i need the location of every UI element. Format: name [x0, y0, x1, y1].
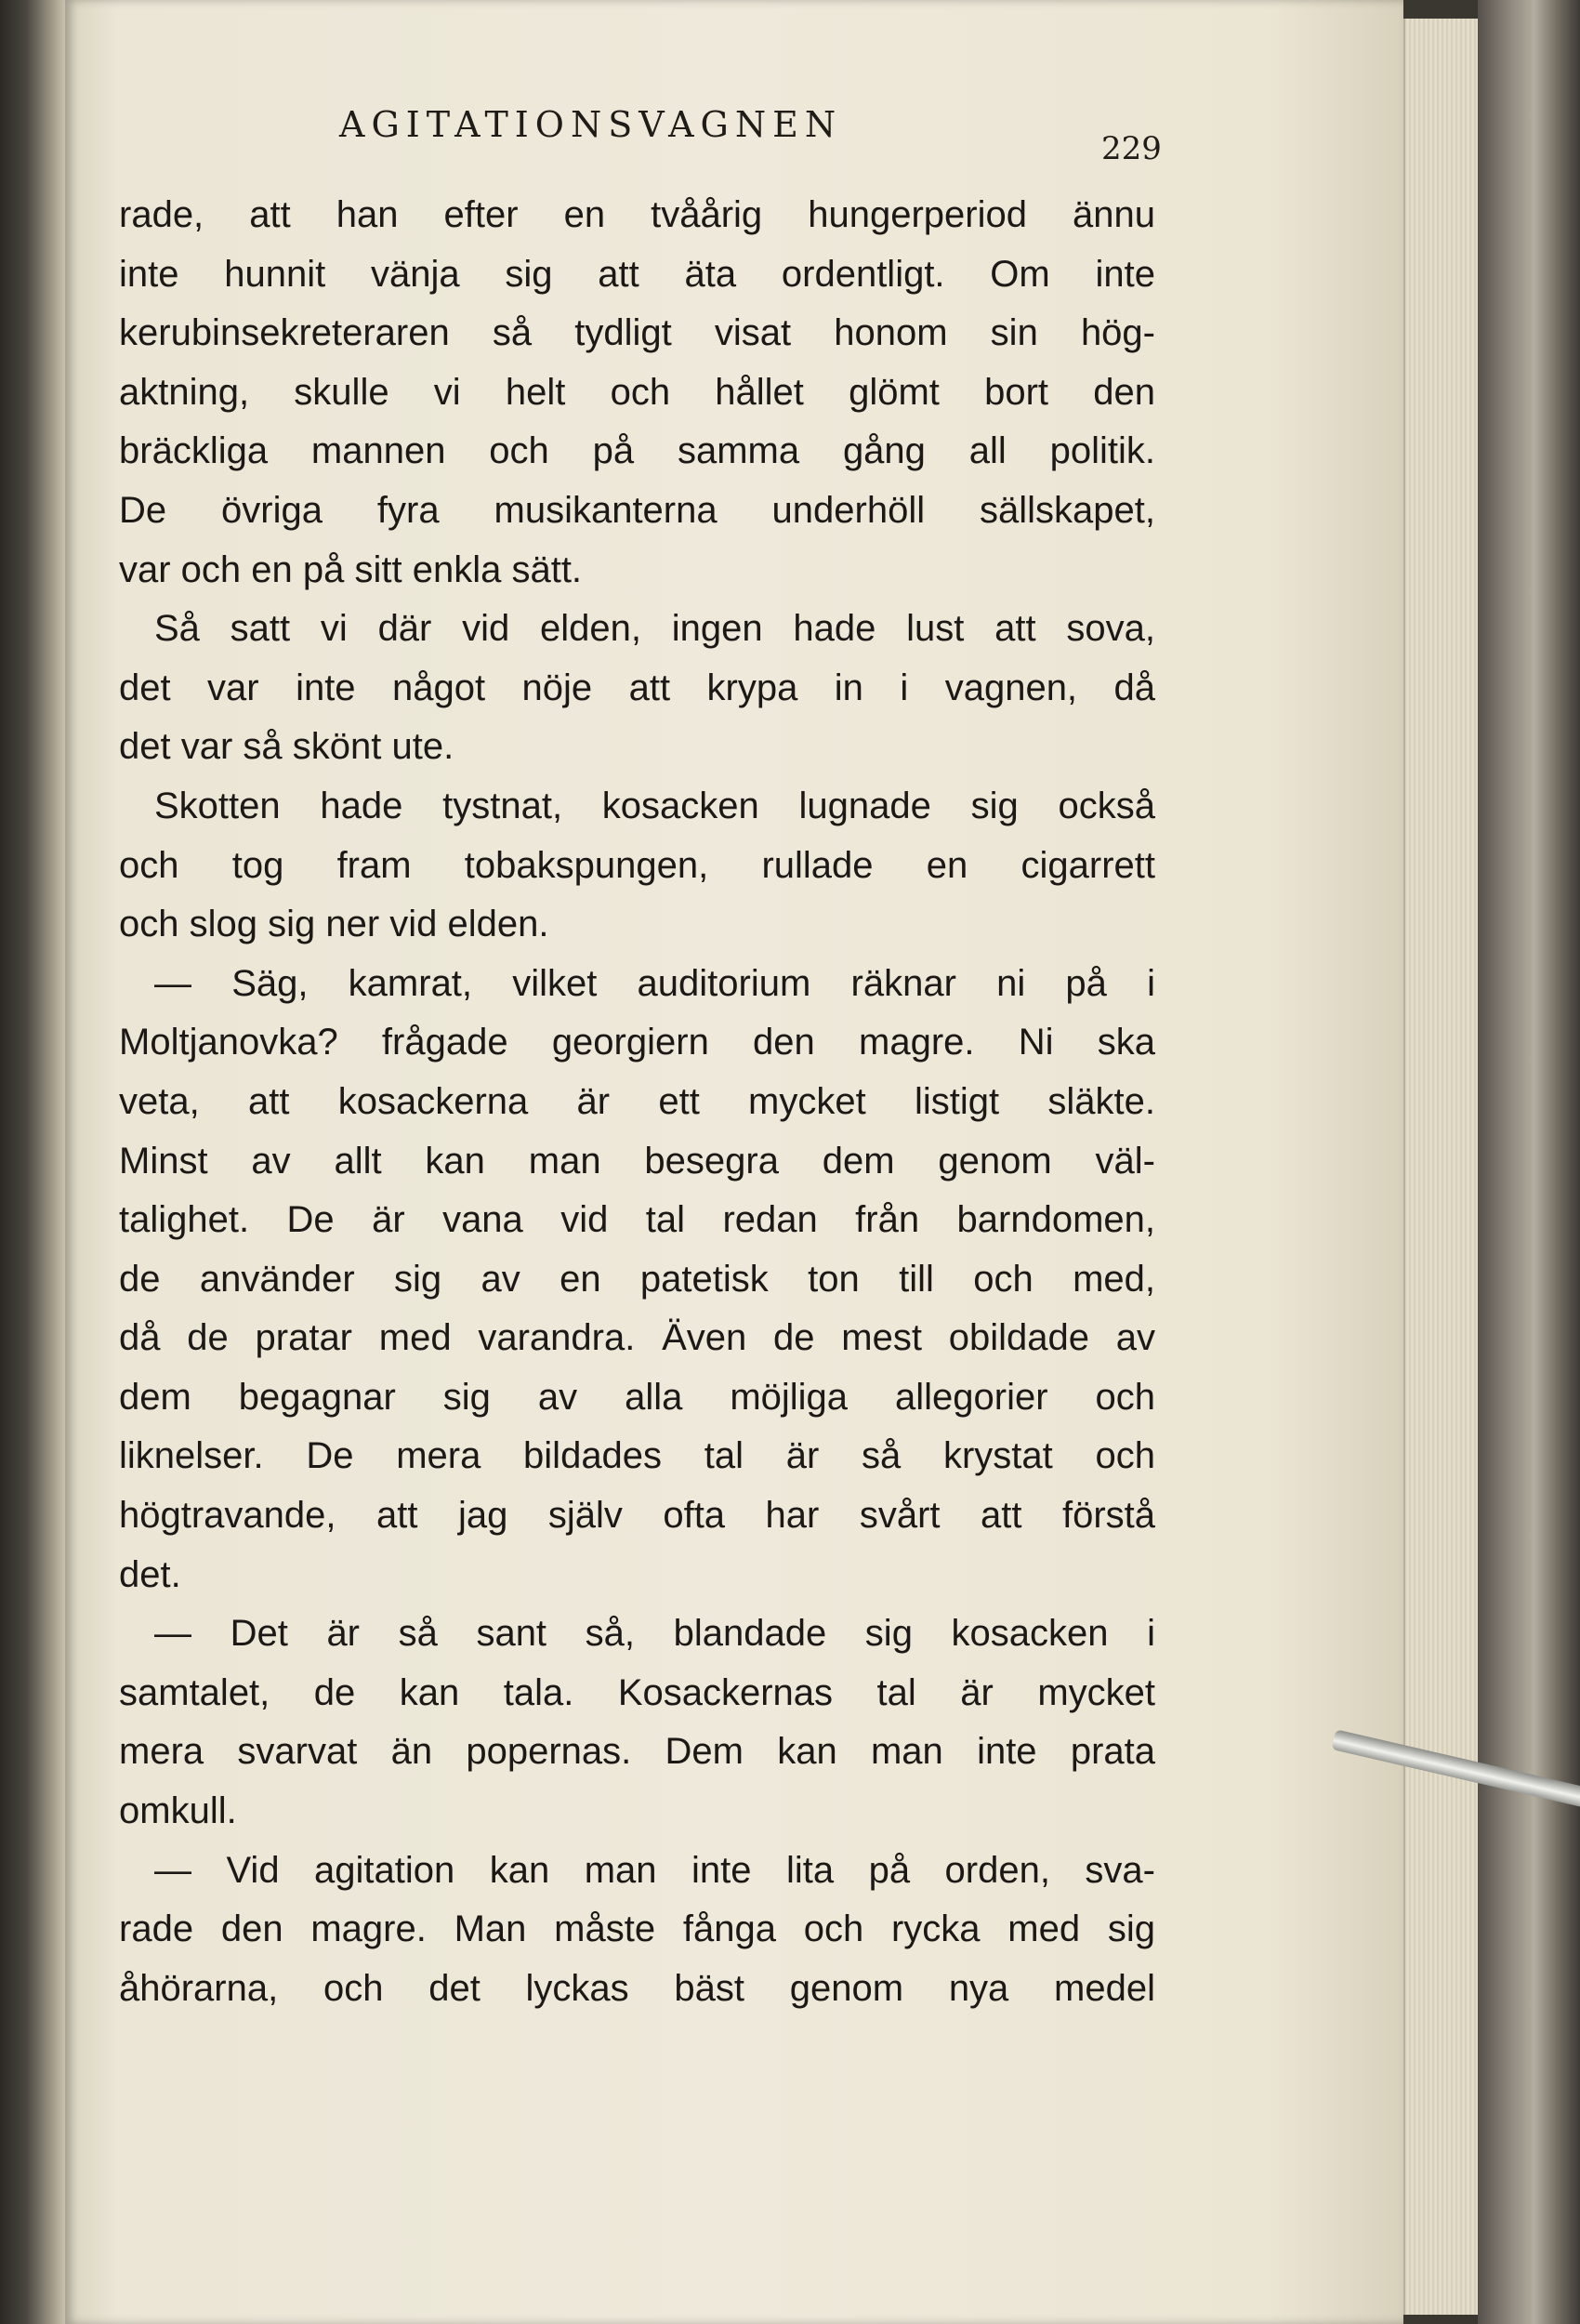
text-line: veta, att kosackerna är ett mycket listigt släkte.: [119, 1080, 1155, 1122]
text-line: — Vid agitation kan man inte lita på orden, sva-: [154, 1849, 1155, 1891]
text-line: inte hunnit vänja sig att äta ordentligt. Om inte: [119, 253, 1155, 295]
text-line: Minst av allt kan man besegra dem genom väl-: [119, 1140, 1155, 1182]
book-cover-edge: [1478, 0, 1580, 2324]
text-line: De övriga fyra musikanterna underhöll sällskapet,: [119, 489, 1155, 531]
text-line: dem begagnar sig av alla möjliga allegorier och: [119, 1376, 1155, 1418]
text-line: samtalet, de kan tala. Kosackernas tal är mycket: [119, 1671, 1155, 1713]
text-line: och slog sig ner vid elden.: [119, 904, 549, 945]
text-line: — Säg, kamrat, vilket auditorium räknar ni på i: [154, 962, 1155, 1004]
text-line: omkull.: [119, 1790, 237, 1832]
text-line: mera svarvat än popernas. Dem kan man inte prata: [119, 1731, 1155, 1773]
text-line: rade, att han efter en tvåårig hungerperiod ännu: [119, 194, 1155, 235]
book-gutter-shadow: [0, 0, 65, 2324]
text-line: Så satt vi där vid elden, ingen hade lust att sova,: [154, 608, 1155, 650]
text-line: det var inte något nöje att krypa in i vagnen, då: [119, 667, 1155, 708]
text-line: åhörarna, och det lyckas bäst genom nya medel: [119, 1967, 1155, 2009]
text-line: det.: [119, 1553, 181, 1595]
text-line: de använder sig av en patetisk ton till och med,: [119, 1258, 1155, 1300]
page-edges: [1403, 19, 1480, 2315]
text-line: talighet. De är vana vid tal redan från barndomen,: [119, 1199, 1155, 1241]
text-line: aktning, skulle vi helt och hållet glömt bort den: [119, 371, 1155, 413]
text-line: Moltjanovka? frågade georgiern den magre. Ni ska: [119, 1022, 1155, 1063]
text-line: rade den magre. Man måste fånga och rycka med sig: [119, 1908, 1155, 1950]
text-line: — Det är så sant så, blandade sig kosacken i: [154, 1613, 1155, 1655]
body-text: [119, 186, 1155, 2018]
running-head: AGITATIONSVAGNEN: [339, 104, 843, 145]
text-line: liknelser. De mera bildades tal är så krystat och: [119, 1435, 1155, 1477]
text-line: bräckliga mannen och på samma gång all politik.: [119, 430, 1155, 472]
text-line: och tog fram tobakspungen, rullade en cigarrett: [119, 844, 1155, 886]
text-line: var och en på sitt enkla sätt.: [119, 548, 583, 590]
text-line: då de pratar med varandra. Även de mest obildade av: [119, 1317, 1155, 1359]
text-line: kerubinsekreteraren så tydligt visat honom sin hög-: [119, 312, 1155, 354]
text-line: Skotten hade tystnat, kosacken lugnade sig också: [154, 785, 1155, 826]
text-line: det var så skönt ute.: [119, 726, 454, 768]
text-line: högtravande, att jag själv ofta har svårt att förstå: [119, 1495, 1155, 1537]
page-number: 229: [1101, 130, 1162, 167]
